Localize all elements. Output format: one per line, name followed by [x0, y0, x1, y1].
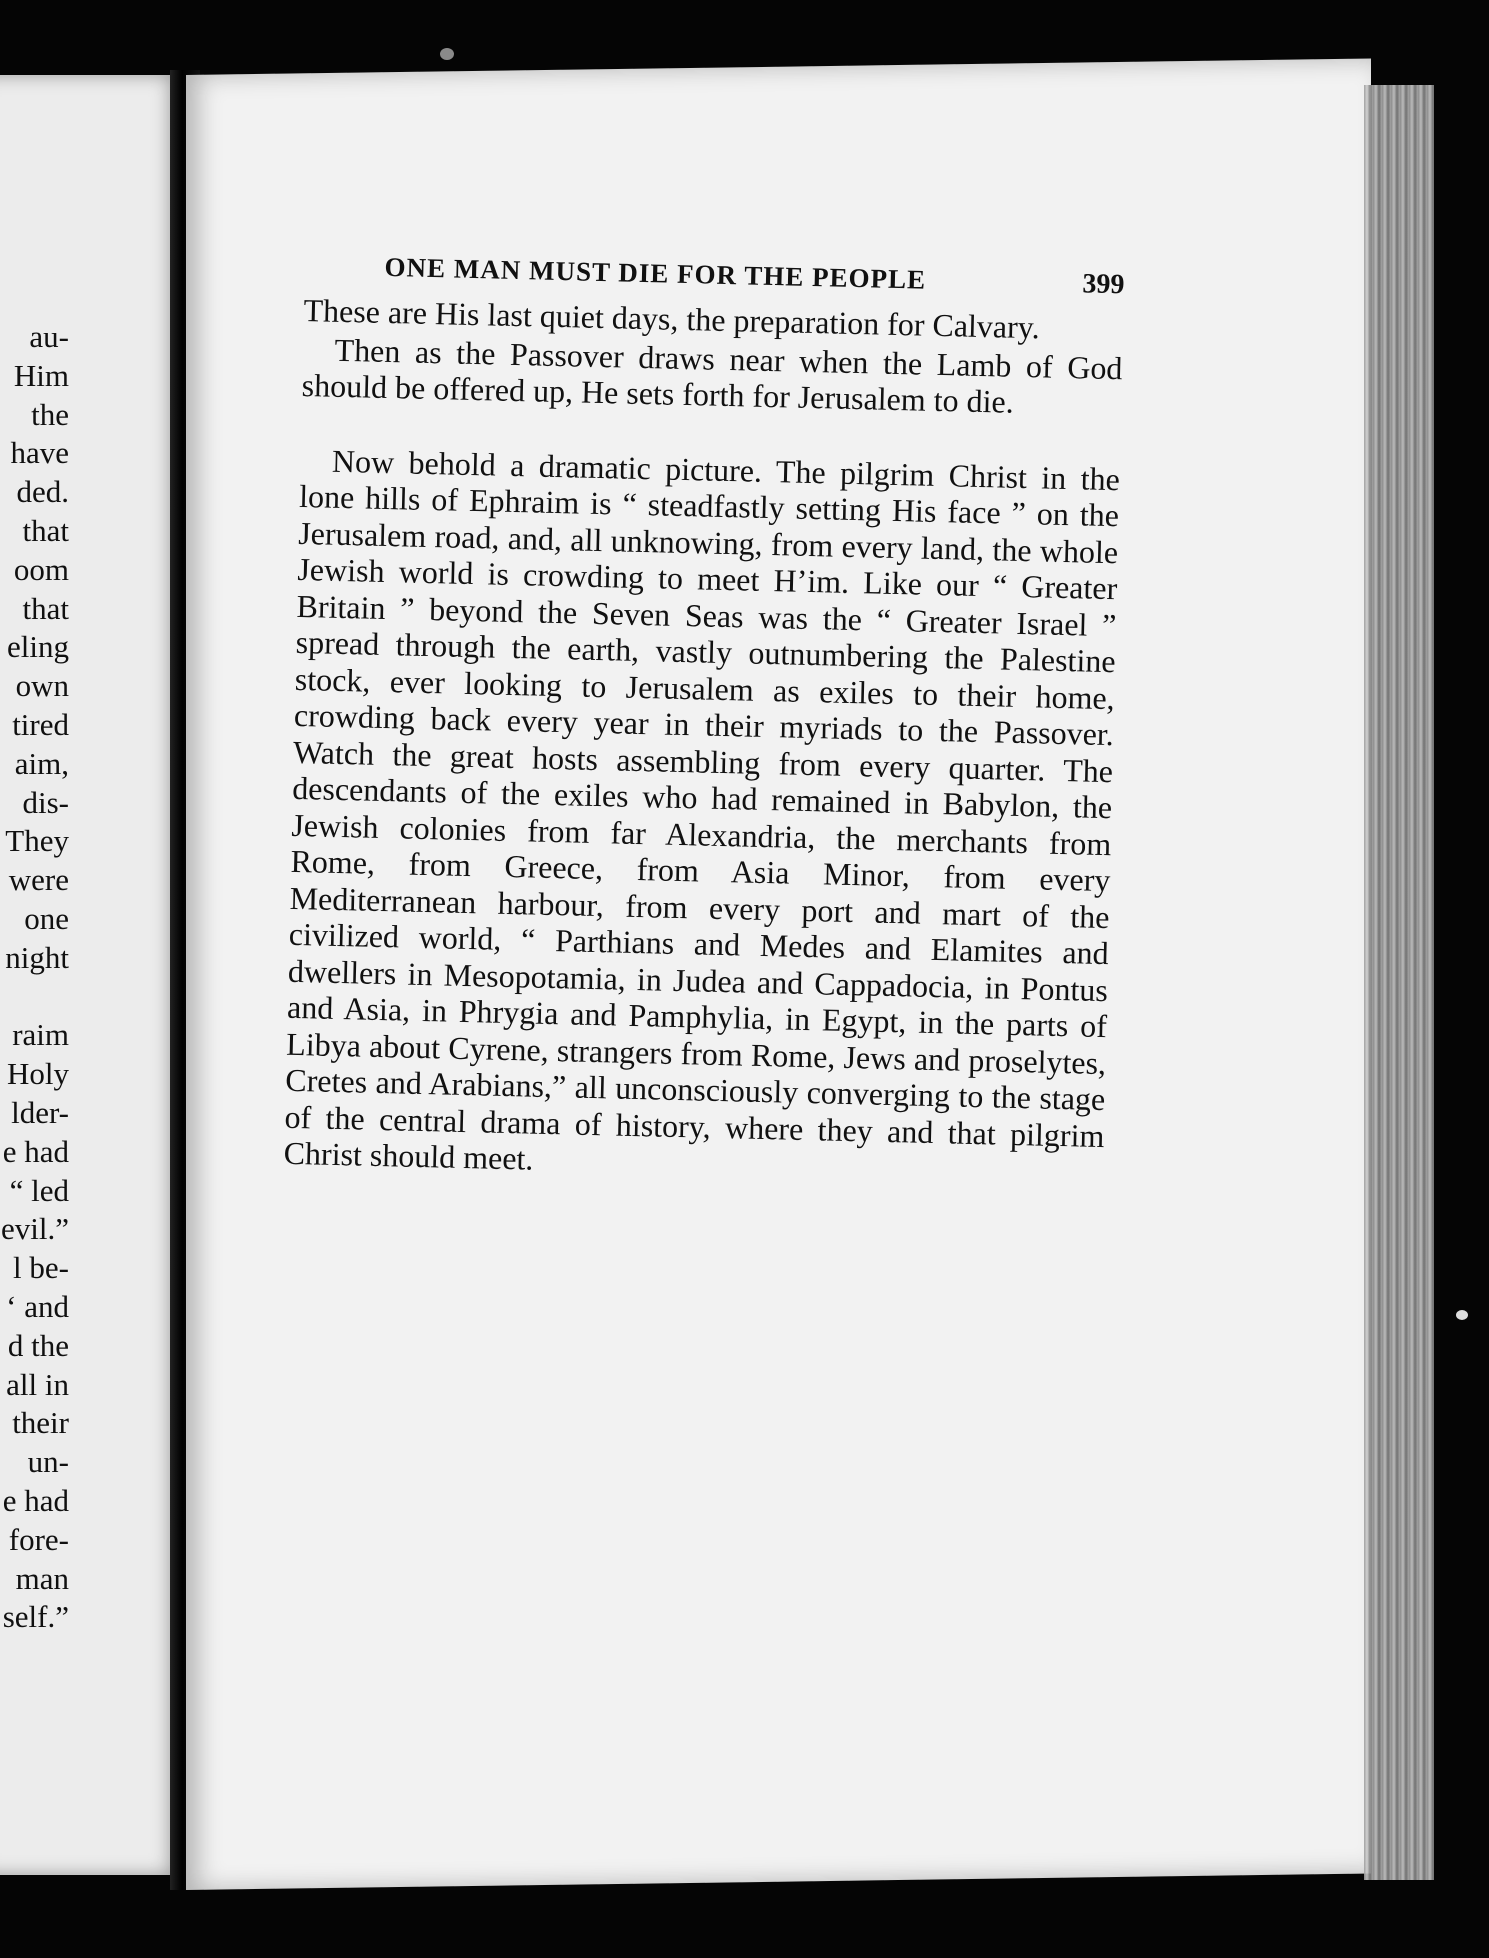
left-page-line: tired [12, 706, 69, 742]
left-page-line: own [15, 668, 69, 704]
left-page-line: lder- [11, 1094, 69, 1130]
left-page-line: e had [2, 1482, 69, 1518]
left-page-line: fore- [8, 1521, 69, 1557]
left-page-line: raim [12, 1017, 69, 1053]
left-page-line: dis- [22, 784, 69, 820]
left-page-line [1, 978, 69, 1017]
page-edges [1364, 85, 1434, 1880]
left-page-line: have [10, 435, 69, 471]
scan-speck [440, 48, 454, 60]
left-page-line: e had [2, 1133, 69, 1169]
left-page-line: one [24, 900, 69, 936]
left-page-text [1, 318, 69, 1637]
left-page-line: the [31, 396, 69, 432]
paragraph: Then as the Passover draws near when the Lamb of God should be offered up, He sets forth for Jerusalem to die. [301, 331, 1123, 420]
left-page-line: that [22, 590, 69, 626]
left-page-line: ded. [16, 474, 69, 510]
left-page-line: aim, [14, 745, 69, 781]
left-page-line: all in [6, 1366, 69, 1402]
left-page-line: that [22, 512, 69, 548]
left-page-line: eling [7, 629, 69, 665]
left-page-line: l be- [13, 1250, 69, 1286]
left-page-line: evil.” [1, 1211, 69, 1247]
right-page-text [283, 250, 1124, 1191]
scan-speck [1456, 1310, 1468, 1320]
paragraph: Now behold a dramatic picture. The pilgrim Christ in the lone hills of Ephraim is “ steadfastly setting His face ” on the Jerusalem road, and, all unknowing, from every land, the whole Jewish world is crowding to meet H’im. Like our “ Greater Britain ” beyond the Seven Seas was the “ Greater Israel ” spread through the earth, vastly outnumbering the Palestine stock, ever looking to Jerusalem as exiles to their home, crowding back every year in their myriads to the Passover. Watch the great hosts assembling from every quarter. The descendants of the exiles who had remained in Babylon, the Jewish colonies from far Alexandria, the merchants from Rome, from Greece, from Asia Minor, from every Mediterranean harbour, from every port and mart of the civilized world, “ Parthians and Medes and Elamites and dwellers in Mesopotamia, in Judea and Cappadocia, in Pontus and Asia, in Phrygia and Pamphylia, in Egypt, in the parts of Libya about Cyrene, strangers from Rome, Jews and proselytes, Cretes and Arabians,” all unconsciously converging to the stage of the central drama of history, where they and that pilgrim Christ should meet. [283, 442, 1121, 1177]
left-page-line: were [8, 862, 69, 898]
left-page-line: d the [7, 1327, 69, 1363]
left-page-line: “ led [9, 1172, 69, 1208]
paragraph: These are His last quiet days, the preparation for Calvary. [303, 291, 1041, 346]
left-page-line: man [15, 1560, 69, 1596]
left-page-line: Him [13, 357, 69, 393]
left-page-line: ‘ and [6, 1288, 69, 1324]
left-page-line: un- [27, 1444, 69, 1480]
left-page-line: night [5, 939, 69, 975]
left-page-line: oom [13, 551, 69, 587]
left-page-line: their [12, 1405, 69, 1441]
running-head-title: ONE MAN MUST DIE FOR THE PEOPLE [384, 251, 927, 295]
left-page-line: self.” [2, 1599, 69, 1635]
left-page-line: Holy [7, 1056, 69, 1092]
page-number: 399 [1082, 268, 1125, 301]
left-page-line: They [5, 823, 69, 859]
left-page-line: au- [29, 319, 69, 354]
